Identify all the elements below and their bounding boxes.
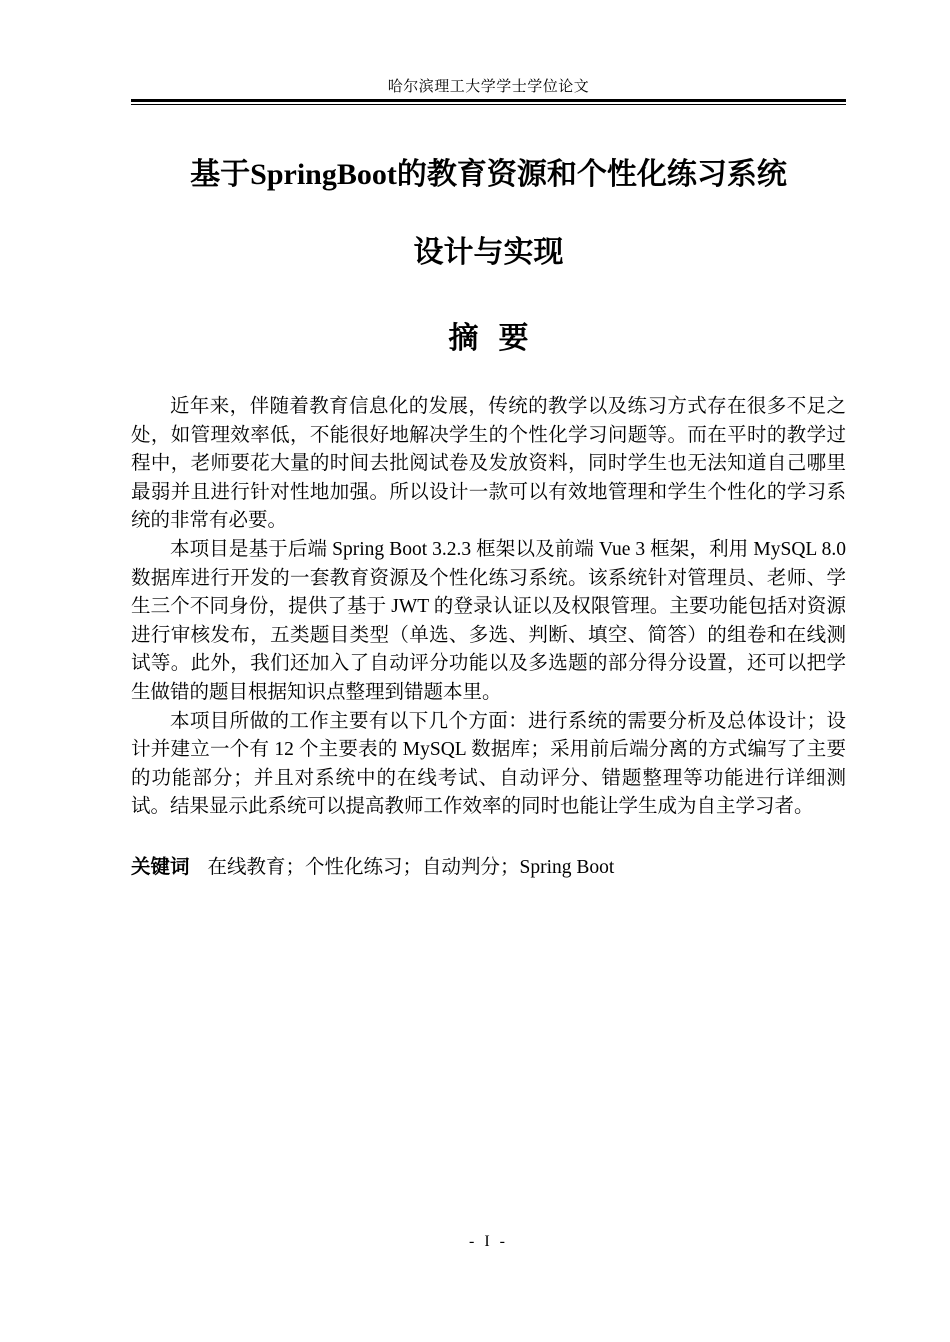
page-number: - I - (469, 1233, 508, 1250)
keywords-line (131, 853, 846, 883)
header-rule-thick (131, 99, 846, 102)
keywords-label: 关键词 (131, 857, 190, 878)
abstract-paragraph-3: 本项目所做的工作主要有以下几个方面：进行系统的需要分析及总体设计；设计并建立一个有 12 个主要表的 MySQL 数据库；采用前后端分离的方式编写了主要的功能部分；并且对系统中的在线考试、自动评分、错题整理等功能进行详细测试。结果显示此系统可以提高教师工作效率的同时也能让学生成为自主学习者。 (131, 710, 846, 818)
abstract-paragraph-2: 本项目是基于后端 Spring Boot 3.2.3 框架以及前端 Vue 3 框架，利用 MySQL 8.0 数据库进行开发的一套教育资源及个性化练习系统。该系统针对管理员、老师、学生三个不同身份，提供了基于 JWT 的登录认证以及权限管理。主要功能包括对资源进行审核发布，五类题目类型（单选、多选、判断、填空、简答）的组卷和在线测试等。此外，我们还加入了自动评分功能以及多选题的部分得分设置，还可以把学生做错的题目根据知识点整理到错题本里。 (131, 538, 846, 703)
abstract-paragraph-1: 近年来，伴随着教育信息化的发展，传统的教学以及练习方式存在很多不足之处，如管理效率低，不能很好地解决学生的个性化学习问题等。而在平时的教学过程中，老师要花大量的时间去批阅试卷及发放资料，同时学生也无法知道自己哪里最弱并且进行针对性地加强。所以设计一款可以有效地管理和学生个性化的学习系统的非常有必要。 (131, 396, 846, 532)
abstract-heading: 摘要 (448, 322, 549, 355)
thesis-title-line-2: 设计与实现 (413, 236, 564, 269)
keywords-text: 在线教育；个性化练习；自动判分；Spring Boot (207, 857, 615, 878)
header-rule-thin (131, 104, 846, 105)
abstract-body (131, 393, 846, 822)
running-header: 哈尔滨理工大学学士学位论文 (387, 79, 590, 95)
thesis-title-line-1: 基于SpringBoot的教育资源和个性化练习系统 (190, 158, 787, 191)
